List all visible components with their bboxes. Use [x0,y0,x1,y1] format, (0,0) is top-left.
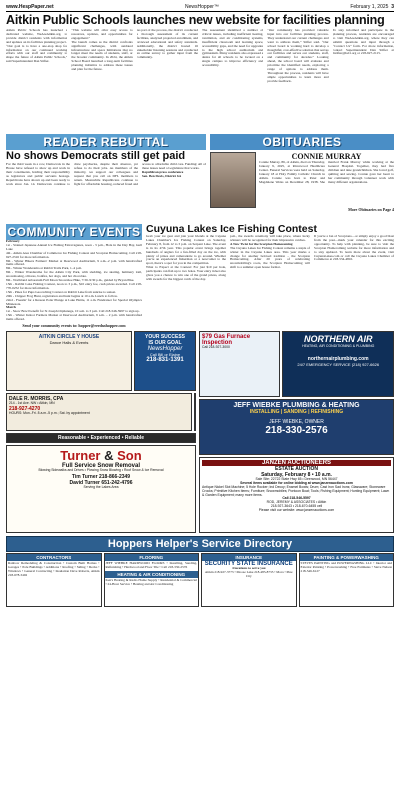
furnace-inspection-ad[interactable] [199,331,280,397]
dale-morris-ad[interactable] [6,393,192,431]
ad-website[interactable]: northernairplumbing.com [307,355,369,362]
main-headline: Aitkin Public Schools launches new website for facilities planning [6,13,385,27]
ad-body: Antique Nickel Slot Machine; 5 Hole Rocker; Ind Decoy; Enamel Bowls; Drum; Cast Iron Sad Irons; Glassware; Stoneware Crocks; Primitive Kitchen Items; Furniture; Snowmobiles; Pontoon Boat; Tools; Fishing Equipment; Hunting Equipment; Lawn & Garden Equipment; many more items. [202,484,390,497]
event-item: 8th - Northland Arboretum Full Moon Snowshoe Hike, 7:30–9:30 p.m., guided by Bryan Pike. [6,278,135,283]
story-paragraph: Grab your ice gear and join your friends at the Cuyuna Lakes Chamber's Ice Fishing Contest on Saturday, February 8, from 12 to 3 p.m. on Serpent Lake. The event is in its 47th year. This popular event brings together hundreds of anglers for a fun-filled day on the ice, with plenty of prizes and camaraderie to go around. Whether you're an experienced fisherman or a newcomer to the sport, there's a spot for you in the competition. [146,235,226,266]
aitkin-house-ad[interactable] [6,331,132,391]
ad-phone: Call 218-546-5597 [282,496,311,501]
directory-listing: 4 locations to serve you [231,565,266,570]
ad-tagline: Dance Halls & Events [49,339,89,345]
paper-name: NewsHopper™ [185,4,219,10]
service-directory [6,553,394,607]
directory-category: FLOORING [105,554,199,561]
event-item: 20th - Chipper Frog Hunt, registration and hunt begins at 10 a.m. Lunch to follow. [6,293,118,298]
story-aitkin [6,29,394,132]
directory-listing: Ken's Heating & Radio Home Supply • Residential & Commercial • 24-Hour Service • Heating and Air Conditioning [105,577,197,586]
ad-note: Several items available for online bidding at www.janzenauctions.com [240,480,353,485]
directory-listing: Aitkin 218-927-3773 • Moose Lake 218-485-8735 • Mora • Pine City [204,569,293,578]
ad-title: JANZEN AUCTIONEERS [202,460,391,466]
issue-date: February 1, 2025 [350,4,389,10]
rebuttal-title: No shows Democrats still get paid [6,150,186,162]
ad-phone: 218-831-1391 [146,356,184,363]
events-list [6,240,142,324]
janzen-auction-ad[interactable] [199,457,394,533]
events-month: March [6,305,16,310]
community-events-banner: COMMUNITY EVENTS [7,225,141,239]
page-number: 3 [391,4,394,10]
event-item: 15th - Rabbit Lake Fishing Contest, noon to 3 p.m., $10 entry fee, cash prizes awarded. Call 218-770-0252 for more information. [6,281,142,290]
events-month: February [6,240,20,243]
reader-rebuttal-section [6,134,206,221]
directory-column [104,553,200,607]
story-paragraph: As part of the process, the district conducted a thorough assessment of its current facilities, analyzed projected enrollment, and reviewed educational and safety standards. Additionally, the district hosted 16 stakeholder listening sessions and conducted an online survey to gather input from the community. [136,29,198,60]
obituaries-section [210,134,394,221]
ad-title: Turner [60,447,101,463]
ad-line: IS OUR GOAL [148,339,182,346]
ad-address: 214 - 1st Ave. NW • Aitkin, MN [9,400,55,405]
ad-title: JEFF WIEBKE PLUMBING & HEATING [233,401,360,409]
ad-phone: David Turner 651-242-4796 [69,479,133,486]
ad-line: NewsHopper [147,345,183,352]
directory-category: INSURANCE [202,554,296,561]
ad-contact: JEFF WIEBKE, OWNER [269,418,324,425]
cuyuna-story [146,224,394,328]
story-paragraph: If you're a fan of Scorpions—or simply enjoy a good blast from the past—mark your calendar for this exciting opportunity. To help with planning, be sure to visit the Scorpion Homecoming website for more information and to stay updated. To learn more about the event, visit CuyunaLakes.com or call the Cuyuna Lakes Chamber of Commerce at 218-534-4810. [314,235,394,262]
ad-title: AITKIN CIRCLE Y HOUSE [38,333,100,340]
ad-address: Sale Site: 22722 State Hwy 65 • Deerwood, MN 56447 [255,476,338,481]
directory-category: CONTRACTORS [7,554,101,561]
directory-column [299,553,395,607]
ad-hours: HOURS: Mon.-Fri. 8 a.m.-5 p.m.; Sat. by appointment [9,410,90,415]
obituary-name: CONNIE MURRAY [291,152,362,161]
ad-title: NORTHERN AIR [303,333,373,344]
story-paragraph: The assessment identified a number of critical issues, including inefficient heating, ventilation, and air conditioning systems, insufficient classroom and learning space, accessibility gaps, and the need for upgrades to the high school auditorium and gymnasium. Many residents also expressed a desire for all schools to be located on a single campus to improve efficiency and accessibility. [201,29,264,68]
more-obituaries-note: More Obituaries on Page 4 [348,207,394,212]
northern-air-ad[interactable] [282,331,394,397]
directory-category: HEATING & AIR CONDITIONING [105,571,199,578]
jeff-wiebke-ad[interactable] [199,399,394,455]
event-item: 8th - Winter Wonderama for the Aitkin City Park, with sledding, ice skating, luminary trail, snowshoeing, s'mores, bonfire, hot dogs, and hot chocolate. [6,270,142,279]
story-paragraph: p.m., the awards ceremony will take place, where lucky winners will be recognized for their impressive catches. [230,235,310,242]
directory-column [201,553,297,607]
cuyuna-title: Cuyuna Lakes Ice Fishing Contest [146,223,317,235]
ad-date: Saturday, February 8 • 10 a.m. [261,471,332,478]
story-paragraph: The Cuyuna Lakes Ice Fishing Contest remains a staple of winter in the Cuyuna Lakes area. This year marks a change for another beloved tradition – the Scorpion Homecoming. After 20 years of celebrating snowmobiling's roots, the Scorpion Homecoming will shift to a summer open house format. [230,245,310,270]
ad-title: $79 Gas Furnace Inspection [202,333,251,346]
story-paragraph: “Our community has provided valuable input into our facilities planning process. They understand our current challenges and want to address them,” Stifter said. “Our school board is working hard to develop a thoughtful, cost-effective solution that serves our facilities and serves our students, staff, and community for decades.” Looking ahead, the school board will evaluate and prioritize the identified needs, exploring a range of options to address them. Throughout the process, residents will have ample opportunities to learn more and provide feedback. [267,29,329,83]
event-item: 1st - Stained Japanese Annual Ice Fishing Extravaganza, noon - 3 p.m., Hole in the Day Bay, Gull Lake [6,242,142,251]
ad-area: Serving the Lakes Area [83,484,119,489]
ad-associates: ROD, JEREMY & ASSOCIATES • Aitkin [266,500,327,505]
directory-category: PAINTING & POWERWASHING [300,554,394,561]
event-item: 22nd - Freezin' for a Reason Polar Plunge at Lake Hattie, 11 a.m. Fundraiser for Special Olympics Minnesota. [6,297,142,306]
event-item: 15th - Pines for Pups Geocaching Contest on Rabbit Lake from sunrise to sunset. [6,289,116,294]
ad-phone: Tim Turner 218-866-2349 [71,473,131,480]
community-events-section [6,224,142,328]
service-directory-banner: Hoppers Helper's Service Directory [6,536,394,552]
ad-description: Blowing Sidewalks and Drives • Plowing Snow Blowing • Roof Snow & Ice Removal [38,467,164,472]
page-header [6,4,394,12]
ad-title: Son [117,447,142,463]
rebuttal-body: For the third week in a row, Democrats in the House have refused to show up and work in their constituents, holding their responsibility as legislators and public servants hostage. Republicans have shown up and been ready to work since Jan. 14. Democrats continue to draw paychecks, despite their absence, yet refuse to do their jobs. As members of the minority, we support our colleagues and request that you call on DFL members to return. Meanwhile Republicans continue to fight for affordable housing, reduced fraud and access to affordable child care. Funding: All of these issues need a Legislature that works. Republican press conference Sen. Ben Davis, District 6A [6,163,206,186]
events-footer: Send your community events to: hopper@reedsnhopper.com [22,323,126,328]
story-paragraph: The launch comes as the district confronts significant challenges, with outdated infrastructure and space limitations that no longer meet the needs of students, staff, or the broader community. In 2024, the Aitkin School Board launched a long-term facilities planning initiative to address these issues and plan for the future. [71,39,133,72]
obituary-photo [210,152,256,208]
ad-line: YOUR SUCCESS [144,333,185,340]
ad-headline: ESTATE AUCTION [275,465,318,472]
ad-phone: 218-927-4270 [9,405,41,412]
ad-title: DALE R. MORRIS, CPA [9,395,64,402]
directory-listing: JEFF WIEBKE HARDWOOD FLOORS • Installing, Sanding, Refinishing • Hardwood and Floor Tile • Call 218-330-2576 [105,560,197,569]
obituaries-banner: OBITUARIES [210,134,394,150]
story-subhead: A New Twist for the Scorpion Homecoming [230,241,293,246]
ad-phone: 218-330-2576 [265,424,328,436]
event-item: 1st - Snow Bowl benefit for St Joseph Orphanage, 10 a.m. to 3 p.m. Call 218-546-5997 to sign up. [6,309,140,314]
obituary-body: Connie Murray, 86, of Aitkin, died on Thursday, January 9, 2025, at Riverwood Healthcare Center. Funeral Services were held on Saturday, January 18 at Holy Family Catholic Church in Aitkin. Connie was born to Peter and Magdalene Weiss on December 28, 1938. She married Frank Murray while working at the General Hospital. Together, they had five children and nine grandchildren. She loved golf, quilting and sewing. Connie gave her heart to her community through volunteer work with many different organizations. [259,161,394,184]
directory-listing: SECURITY STATE INSURANCE [204,560,293,567]
ad-line: Call Bill or Elaine [149,351,181,357]
ad-headline: Full Service Snow Removal [61,462,141,469]
story-paragraph: “Our goal is to have a one-stop shop for information on our continued working efforts with our staff and community to shape the future of Aitkin Public Schools,” said Superintendent Dan Stifter. [6,43,68,64]
ad-phone: 218-927-3643 • 218-670-6455 cell [270,504,323,509]
site-url[interactable]: www.HespPaper.net [6,4,54,10]
event-item: 4th - Aitkin Area Chamber of Commerce Ice Fishing Contest and Scorpion Homecoming. Call 218-927-2316 for more information. [6,250,142,259]
directory-listing: STEVES PAINTING and POWERWASHING LLC • Interior and Exterior Painting • Powerwashing • Free Estimates • Steve Nelson 218-546-6127 [300,560,392,573]
story-paragraph: Aitkin Public Schools has launched a dedicated website, WeAreAitkin.org, to provide district residents with information and updates on its facilities planning project. [6,29,68,44]
event-item: 8th - Winter Hikers Farmers' Market at Deerwood Auditorium, 9 a.m.–2 p.m. with handcrafted items offered. [6,258,142,267]
turner-son-ad[interactable]: Turner & Son Full Service Snow Removal Blowing Sidewalks and Drives • Plowing Snow Blowing • Roof Snow & Ice Removal Tim Turner 218-866-2349 David Turner 651-242-4796 Serving the Lakes Area [6,445,196,533]
ad-tagline: INSTALLING | SANDING | REFINISHING [249,408,344,415]
story-paragraph: “This website will offer easy access to resources, updates, and opportunities for engagement.” [71,29,133,40]
ad-phone: Call 218-927-3000 [202,344,230,349]
newshopper-ad[interactable] [134,331,196,391]
story-paragraph: What to Expect at the Contest: For just $10 per hole, participants can fish up to two holes. Your entry ticket also gives you a chance to win one of the grand prizes, along with awards for the biggest catch of the day. [146,265,226,281]
ad-website[interactable]: Please visit our website: www.janzenauctions.com [258,508,335,513]
event-item: 8th - Winter Wonderama at Rabbit Trails Park, 1–4 p.m. [6,266,82,271]
story-paragraph: To stay informed and participate in the planning process, residents are encouraged to visit WeAreAitkin.org, where they can submit questions and input through a “Contact Us” form. For more information, contact Superintendent Dan Stifter at dstifter@isd1.org or 218-927-2115. [332,29,394,56]
ad-tagline: HEATING, AIR CONDITIONING & PLUMBING [302,343,375,348]
ad-phone: 24/7 EMERGENCY SERVICE (218) 927-6626 [297,361,380,367]
directory-listing: Ranbow Remodeling & Construction • Custom Built Homes • Garages • Pole Buildings • Additions • Roofing • Siding • Decks • Windows • General Contracting • Insulation Dave Roberts, Aitkin 218-678-3402 [8,560,100,577]
reader-rebuttal-banner: READER REBUTTAL [6,134,206,150]
event-item: 15th - Winter Indoor Farmers Market at Deerwood Auditorium, 9 a.m. – 2 p.m. with handcrafted items offered. [6,313,142,322]
reasonable-strip: Reasonable • Experienced • Reliable [6,433,196,443]
directory-column [6,553,102,607]
